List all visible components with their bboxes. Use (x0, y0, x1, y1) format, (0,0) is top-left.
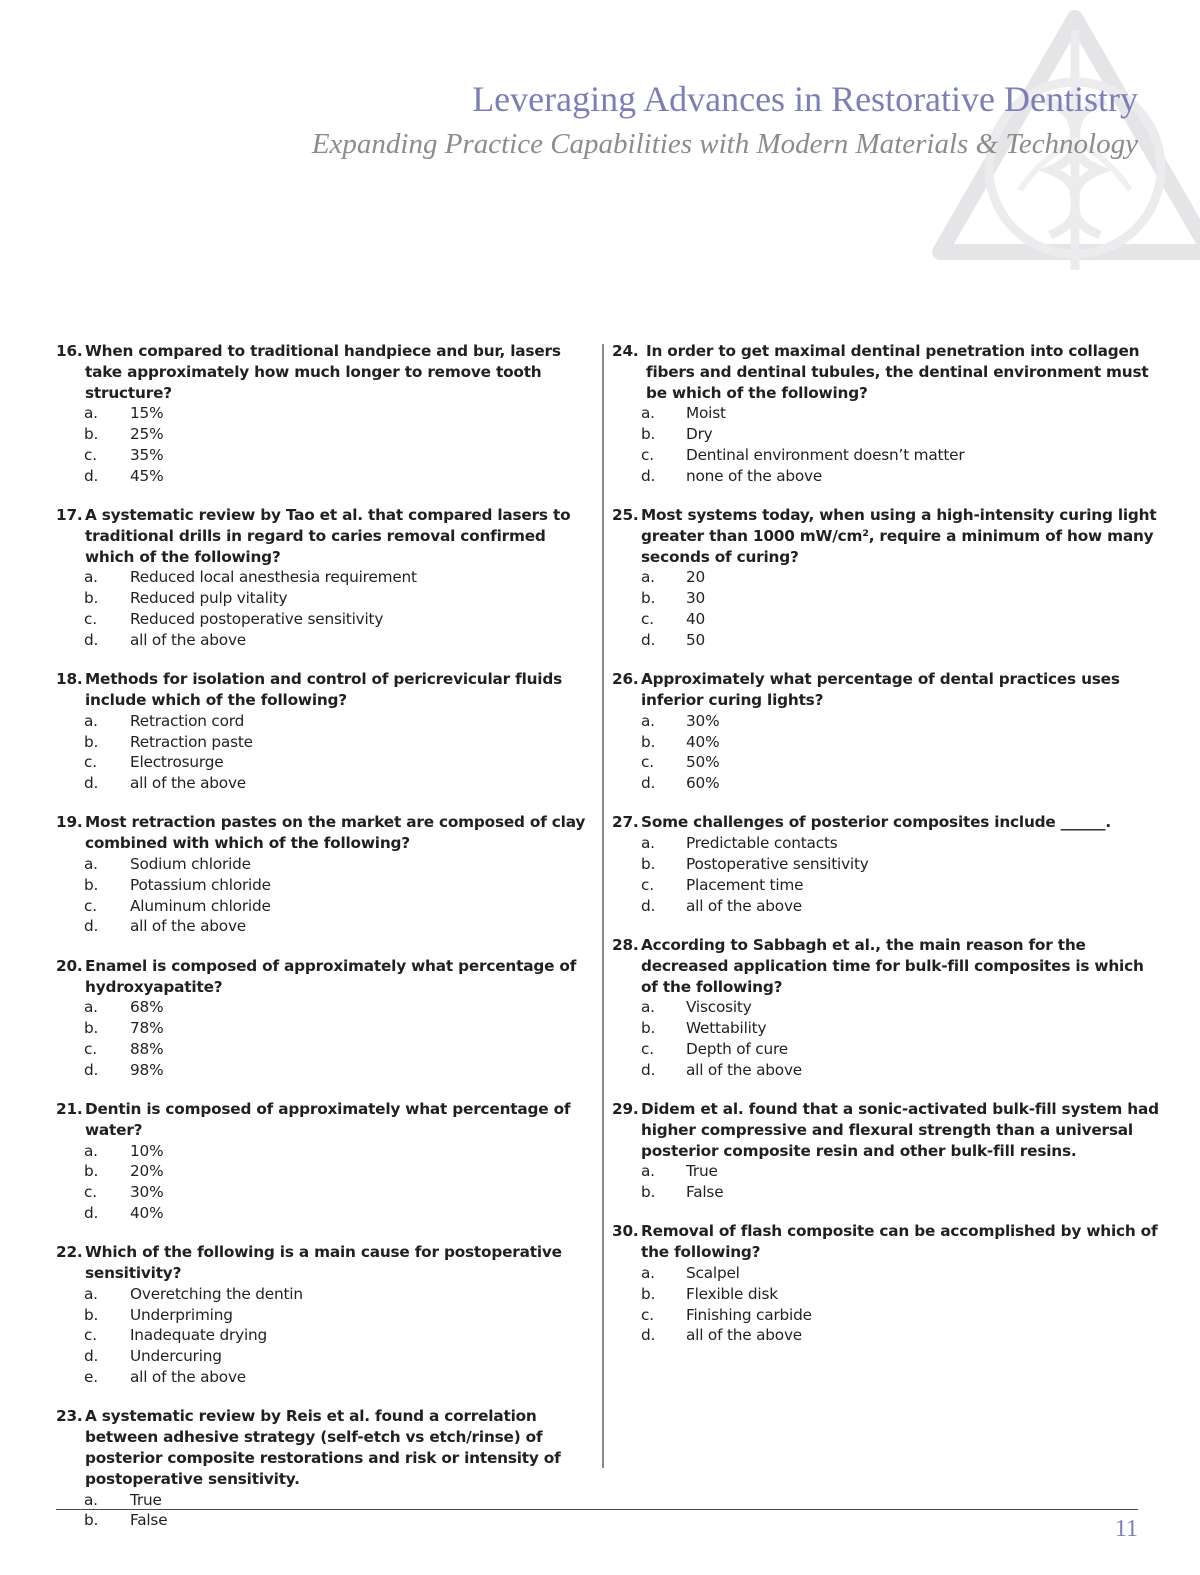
option-text: False (686, 1183, 724, 1202)
question-number: 21. (56, 1100, 83, 1118)
answer-option (612, 997, 1160, 1018)
answer-option (612, 1182, 1160, 1203)
option-text: 88% (130, 1039, 164, 1058)
answer-option (612, 854, 1160, 875)
option-letter: a. (84, 404, 98, 423)
option-text: none of the above (686, 466, 823, 485)
question-text: Enamel is composed of approximately what percentage of hydroxyapatite? (85, 956, 577, 996)
answer-option (612, 773, 1160, 794)
question-stem (612, 669, 1160, 711)
option-letter: a. (84, 1490, 98, 1509)
answer-option (612, 1263, 1160, 1284)
option-text: 60% (686, 774, 720, 793)
question-item (56, 956, 596, 1081)
answer-option (612, 1325, 1160, 1346)
option-letter: c. (84, 896, 97, 915)
option-letter: c. (84, 1326, 97, 1345)
option-letter: b. (641, 1019, 656, 1038)
question-stem (612, 812, 1160, 833)
option-text: 98% (130, 1060, 164, 1079)
option-letter: d. (84, 1060, 99, 1079)
option-letter: a. (641, 834, 655, 853)
option-text: Inadequate drying (130, 1326, 268, 1345)
option-text: 40 (686, 610, 706, 629)
option-letter: c. (641, 445, 654, 464)
option-text: 10% (130, 1141, 164, 1160)
option-letter: b. (84, 1019, 99, 1038)
question-text: Most systems today, when using a high-intensity curing light greater than 1000 mW/cm², require a minimum of how many seconds of curing? (641, 506, 1157, 566)
question-text: Some challenges of posterior composites include ______. (641, 813, 1111, 832)
answer-option (612, 567, 1160, 588)
option-text: Reduced local anesthesia requirement (130, 568, 417, 587)
question-number: 29. (612, 1100, 639, 1118)
option-text: Depth of cure (686, 1039, 788, 1058)
option-letter: a. (641, 568, 655, 587)
option-letter: d. (84, 466, 99, 485)
answer-option (56, 854, 596, 875)
answer-option (56, 466, 596, 487)
answer-option (56, 609, 596, 630)
answer-option (56, 997, 596, 1018)
answer-option (56, 588, 596, 609)
option-letter: d. (84, 1203, 99, 1222)
option-letter: c. (641, 875, 654, 894)
option-text: Potassium chloride (130, 875, 271, 894)
question-stem (612, 505, 1160, 567)
option-letter: b. (84, 732, 99, 751)
answer-option (612, 588, 1160, 609)
answer-option (56, 1325, 596, 1346)
page-subtitle: Expanding Practice Capabilities with Modern Materials & Technology (311, 128, 1138, 160)
answer-option (56, 875, 596, 896)
question-item (612, 812, 1160, 916)
option-text: 78% (130, 1019, 164, 1038)
question-stem (56, 1406, 596, 1489)
answer-option (56, 916, 596, 937)
option-text: Finishing carbide (686, 1305, 812, 1324)
option-letter: c. (84, 1039, 97, 1058)
answer-option (612, 1039, 1160, 1060)
question-stem (612, 1221, 1160, 1263)
option-text: all of the above (686, 1326, 803, 1345)
option-letter: b. (84, 1162, 99, 1181)
question-stem (612, 341, 1160, 403)
question-number: 17. (56, 506, 83, 525)
option-text: all of the above (686, 896, 803, 915)
option-text: all of the above (130, 774, 247, 793)
option-letter: c. (84, 1183, 97, 1202)
question-item (56, 341, 596, 487)
option-text: 45% (130, 466, 164, 485)
option-letter: c. (641, 1305, 654, 1324)
answer-option (56, 752, 596, 773)
option-text: 68% (130, 998, 164, 1017)
option-letter: d. (641, 1326, 656, 1345)
question-stem (56, 1099, 596, 1141)
option-text: Placement time (686, 875, 804, 894)
question-number: 23. (56, 1407, 83, 1426)
answer-option (612, 732, 1160, 753)
option-text: 40% (130, 1203, 164, 1222)
option-letter: a. (641, 404, 655, 423)
answer-option (56, 1018, 596, 1039)
answer-option (56, 1305, 596, 1326)
option-letter: b. (641, 855, 656, 874)
question-number: 22. (56, 1243, 83, 1262)
option-letter: b. (641, 1284, 656, 1303)
option-letter: c. (641, 753, 654, 772)
question-item (612, 1221, 1160, 1346)
question-number: 18. (56, 670, 83, 689)
option-letter: a. (84, 568, 98, 587)
option-letter: c. (641, 1039, 654, 1058)
option-letter: d. (84, 1347, 99, 1366)
question-stem (612, 1099, 1160, 1161)
question-text: In order to get maximal dentinal penetration into collagen fibers and dentinal tubules, the dentinal environment must be which of the following? (646, 342, 1149, 402)
option-letter: a. (641, 998, 655, 1017)
question-stem (56, 669, 596, 711)
option-text: Dry (686, 425, 713, 444)
question-text: A systematic review by Tao et al. that compared lasers to traditional drills in regard to caries removal confirmed which of the following? (85, 506, 571, 566)
option-text: Retraction cord (130, 711, 245, 730)
answer-option (56, 1490, 596, 1511)
answer-option (56, 1141, 596, 1162)
answer-option (612, 630, 1160, 651)
option-letter: c. (84, 445, 97, 464)
answer-option (612, 609, 1160, 630)
question-item (612, 669, 1160, 794)
page-title: Leveraging Advances in Restorative Dentistry (472, 79, 1138, 119)
answer-option (56, 773, 596, 794)
option-letter: c. (84, 610, 97, 629)
option-text: Moist (686, 404, 726, 423)
option-text: 35% (130, 445, 164, 464)
question-item (56, 1099, 596, 1224)
question-number: 30. (612, 1222, 639, 1241)
option-letter: d. (641, 630, 656, 649)
answer-option (56, 711, 596, 732)
option-text: all of the above (130, 1368, 247, 1387)
question-text: According to Sabbagh et al., the main reason for the decreased application time for bulk-fill composites is which of the following? (641, 935, 1144, 996)
option-text: Aluminum chloride (130, 896, 271, 915)
option-text: Electrosurge (130, 753, 224, 772)
option-text: Undercuring (130, 1347, 222, 1366)
answer-option (56, 1346, 596, 1367)
answer-option (56, 732, 596, 753)
option-letter: a. (84, 1284, 98, 1303)
option-text: 20% (130, 1162, 164, 1181)
option-letter: b. (84, 875, 99, 894)
option-text: Postoperative sensitivity (686, 855, 869, 874)
question-stem (56, 1242, 596, 1284)
footer-rule (56, 1509, 1138, 1510)
question-stem (56, 956, 596, 998)
option-text: Dentinal environment doesn’t matter (686, 445, 965, 464)
option-letter: a. (641, 711, 655, 730)
question-text: Which of the following is a main cause for postoperative sensitivity? (85, 1243, 562, 1283)
question-item (612, 505, 1160, 651)
option-letter: d. (84, 774, 99, 793)
question-number: 28. (612, 935, 639, 954)
question-item (56, 1242, 596, 1388)
option-text: True (686, 1162, 718, 1181)
option-text: Sodium chloride (130, 855, 251, 874)
answer-option (56, 445, 596, 466)
question-column-right (612, 341, 1160, 1365)
question-number: 19. (56, 813, 83, 832)
question-item (612, 1099, 1160, 1203)
answer-option (56, 1203, 596, 1224)
option-text: all of the above (130, 917, 247, 936)
option-text: Reduced pulp vitality (130, 589, 288, 608)
answer-option (56, 403, 596, 424)
option-text: all of the above (130, 630, 247, 649)
answer-option (612, 1305, 1160, 1326)
option-text: Predictable contacts (686, 834, 838, 853)
question-stem (56, 505, 596, 567)
option-letter: a. (641, 1162, 655, 1181)
answer-option (612, 896, 1160, 917)
question-stem (56, 812, 596, 854)
option-letter: c. (641, 610, 654, 629)
option-letter: b. (641, 732, 656, 751)
option-letter: b. (84, 1305, 99, 1324)
option-letter: b. (641, 425, 656, 444)
option-text: 20 (686, 568, 706, 587)
question-number: 25. (612, 506, 639, 525)
question-item (612, 935, 1160, 1081)
question-item (56, 812, 596, 937)
answer-option (612, 403, 1160, 424)
option-letter: a. (84, 711, 98, 730)
question-text: Didem et al. found that a sonic-activated bulk-fill system had higher compressive and flexural strength than a universal posterior composite resin and other bulk-fill resins. (641, 1100, 1159, 1160)
option-text: 50% (686, 753, 720, 772)
option-letter: d. (641, 466, 656, 485)
answer-option (56, 1367, 596, 1388)
option-text: 50 (686, 630, 706, 649)
question-item (56, 505, 596, 651)
question-text: Methods for isolation and control of pericrevicular fluids include which of the following? (85, 670, 562, 709)
option-text: 15% (130, 404, 164, 423)
option-text: False (130, 1511, 168, 1530)
question-stem (612, 935, 1160, 997)
option-letter: b. (84, 1511, 99, 1530)
option-letter: b. (84, 589, 99, 608)
question-number: 24. (612, 342, 639, 360)
option-text: Scalpel (686, 1264, 740, 1283)
option-text: 30% (686, 711, 720, 730)
question-text: When compared to traditional handpiece and bur, lasers take approximately how much longer to remove tooth structure? (85, 342, 561, 402)
option-text: Reduced postoperative sensitivity (130, 610, 384, 629)
answer-option (56, 1284, 596, 1305)
answer-option (56, 1039, 596, 1060)
question-text: Approximately what percentage of dental practices uses inferior curing lights? (641, 670, 1120, 709)
option-text: all of the above (686, 1060, 803, 1079)
option-text: 30% (130, 1183, 164, 1202)
option-text: 30 (686, 589, 706, 608)
answer-option (612, 711, 1160, 732)
option-text: Viscosity (686, 998, 752, 1017)
answer-option (56, 1161, 596, 1182)
answer-option (56, 896, 596, 917)
answer-option (612, 875, 1160, 896)
option-letter: b. (84, 425, 99, 444)
answer-option (56, 630, 596, 651)
option-letter: d. (84, 917, 99, 936)
answer-option (612, 424, 1160, 445)
option-letter: b. (641, 589, 656, 608)
option-letter: d. (641, 896, 656, 915)
option-letter: a. (84, 855, 98, 874)
question-text: Removal of flash composite can be accomplished by which of the following? (641, 1222, 1158, 1262)
option-text: 25% (130, 425, 164, 444)
answer-option (56, 1060, 596, 1081)
answer-option (56, 567, 596, 588)
option-text: Retraction paste (130, 732, 253, 751)
answer-option (612, 1284, 1160, 1305)
question-item (56, 1406, 596, 1531)
option-letter: a. (641, 1264, 655, 1283)
answer-option (612, 466, 1160, 487)
question-number: 27. (612, 813, 639, 832)
question-number: 26. (612, 670, 639, 689)
question-item (56, 669, 596, 794)
option-letter: a. (84, 1141, 98, 1160)
answer-option (56, 1182, 596, 1203)
option-text: Wettability (686, 1019, 767, 1038)
answer-option (612, 833, 1160, 854)
option-letter: b. (641, 1183, 656, 1202)
option-letter: c. (84, 753, 97, 772)
question-column-left (56, 341, 596, 1550)
column-divider (602, 344, 604, 1468)
option-letter: e. (84, 1368, 98, 1387)
option-letter: d. (641, 774, 656, 793)
option-text: Flexible disk (686, 1284, 778, 1303)
answer-option (612, 445, 1160, 466)
answer-option (56, 424, 596, 445)
answer-option (56, 1510, 596, 1531)
option-letter: d. (641, 1060, 656, 1079)
page-number: 11 (1114, 1516, 1138, 1542)
question-item (612, 341, 1160, 487)
option-text: Underpriming (130, 1305, 233, 1324)
question-number: 16. (56, 342, 83, 360)
question-text: A systematic review by Reis et al. found a correlation between adhesive strategy (self-etch vs etch/rinse) of posterior composite restorations and risk or intensity of postoperative sensitivity. (85, 1407, 561, 1488)
option-text: Overetching the dentin (130, 1284, 303, 1303)
answer-option (612, 1060, 1160, 1081)
option-text: True (130, 1490, 162, 1509)
option-letter: d. (84, 630, 99, 649)
option-text: 40% (686, 732, 720, 751)
question-text: Most retraction pastes on the market are composed of clay combined with which of the following? (85, 813, 586, 853)
option-letter: a. (84, 998, 98, 1017)
question-number: 20. (56, 956, 83, 975)
question-text: Dentin is composed of approximately what percentage of water? (85, 1100, 571, 1139)
question-stem (56, 341, 596, 403)
answer-option (612, 752, 1160, 773)
answer-option (612, 1018, 1160, 1039)
answer-option (612, 1161, 1160, 1182)
